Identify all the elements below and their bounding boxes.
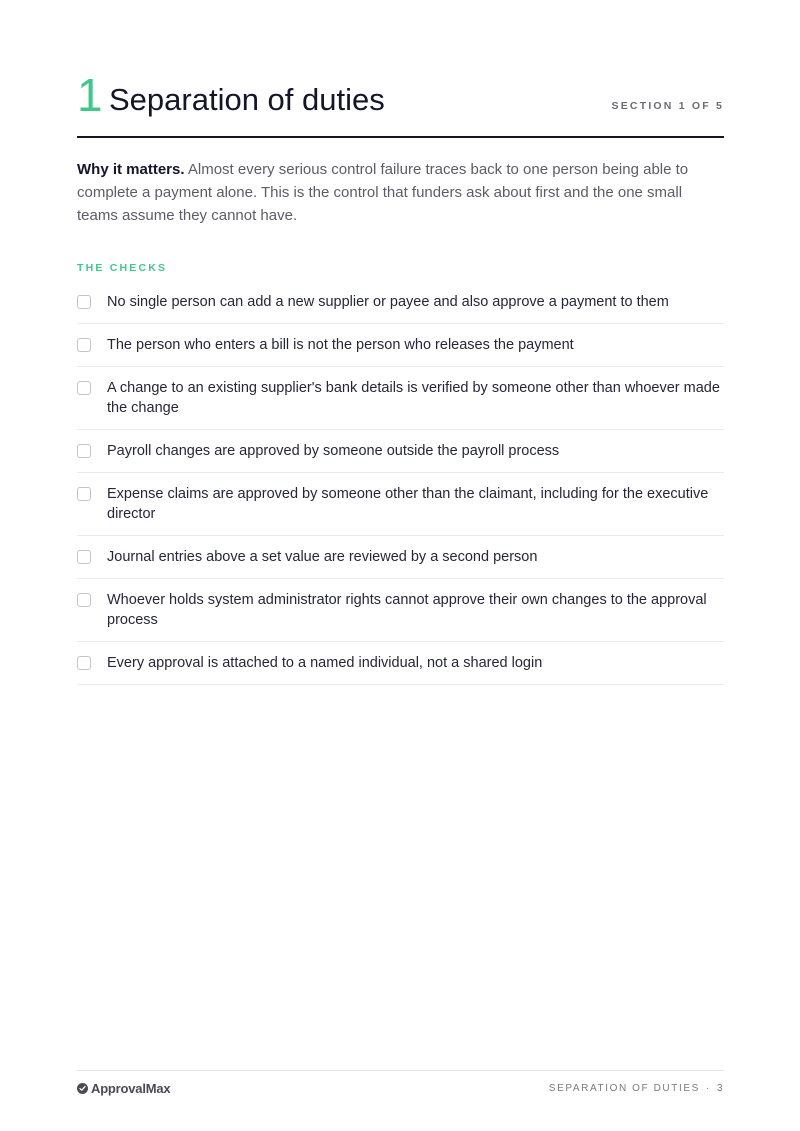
page-number: 3 (716, 1083, 724, 1094)
why-lead: Why it matters. (77, 161, 185, 178)
checklist (77, 281, 724, 685)
checkbox[interactable] (77, 381, 91, 395)
section-header (77, 70, 724, 138)
checklist-item-text: Expense claims are approved by someone other than the claimant, including for the executive director (107, 486, 709, 522)
checklist-item-text: The person who enters a bill is not the person who releases the payment (107, 337, 574, 353)
checklist-item (77, 473, 724, 536)
approvalmax-logo (77, 1081, 170, 1096)
checkbox[interactable] (77, 444, 91, 458)
checklist-item (77, 642, 724, 685)
checklist-item (77, 536, 724, 579)
checkbox[interactable] (77, 295, 91, 309)
checkbox[interactable] (77, 487, 91, 501)
checklist-item (77, 367, 724, 430)
checkbox[interactable] (77, 656, 91, 670)
checklist-item (77, 579, 724, 642)
footer-separator: · (705, 1083, 711, 1094)
footer-page-info (549, 1083, 724, 1094)
checkbox[interactable] (77, 593, 91, 607)
section-title: Separation of duties (109, 82, 385, 117)
checks-label: THE CHECKS (77, 262, 168, 274)
checklist-item-text: A change to an existing supplier's bank details is verified by someone other than whoever made the change (107, 380, 720, 416)
checklist-item-text: No single person can add a new supplier or payee and also approve a payment to them (107, 294, 669, 310)
checklist-item (77, 324, 724, 367)
checklist-item-text: Journal entries above a set value are reviewed by a second person (107, 549, 538, 565)
checklist-item (77, 281, 724, 324)
why-text: Almost every serious control failure traces back to one person being able to complete a payment alone. This is the control that funders ask about first and the one small teams assume they cannot have. (77, 161, 689, 224)
checkbox[interactable] (77, 550, 91, 564)
checklist-item-text: Payroll changes are approved by someone outside the payroll process (107, 443, 560, 459)
logo-text: ApprovalMax (91, 1081, 171, 1096)
document-page (77, 0, 724, 1131)
footer-section-name: SEPARATION OF DUTIES (548, 1083, 700, 1094)
checkbox[interactable] (77, 338, 91, 352)
check-circle-icon (77, 1083, 88, 1094)
page-footer (77, 1070, 724, 1107)
checklist-item-text: Whoever holds system administrator rights cannot approve their own changes to the approval process (107, 592, 707, 628)
section-number: 1 (77, 69, 103, 121)
checklist-item (77, 430, 724, 473)
why-it-matters-paragraph (77, 158, 697, 227)
section-count: SECTION 1 OF 5 (611, 100, 724, 112)
checklist-item-text: Every approval is attached to a named individual, not a shared login (107, 655, 543, 671)
